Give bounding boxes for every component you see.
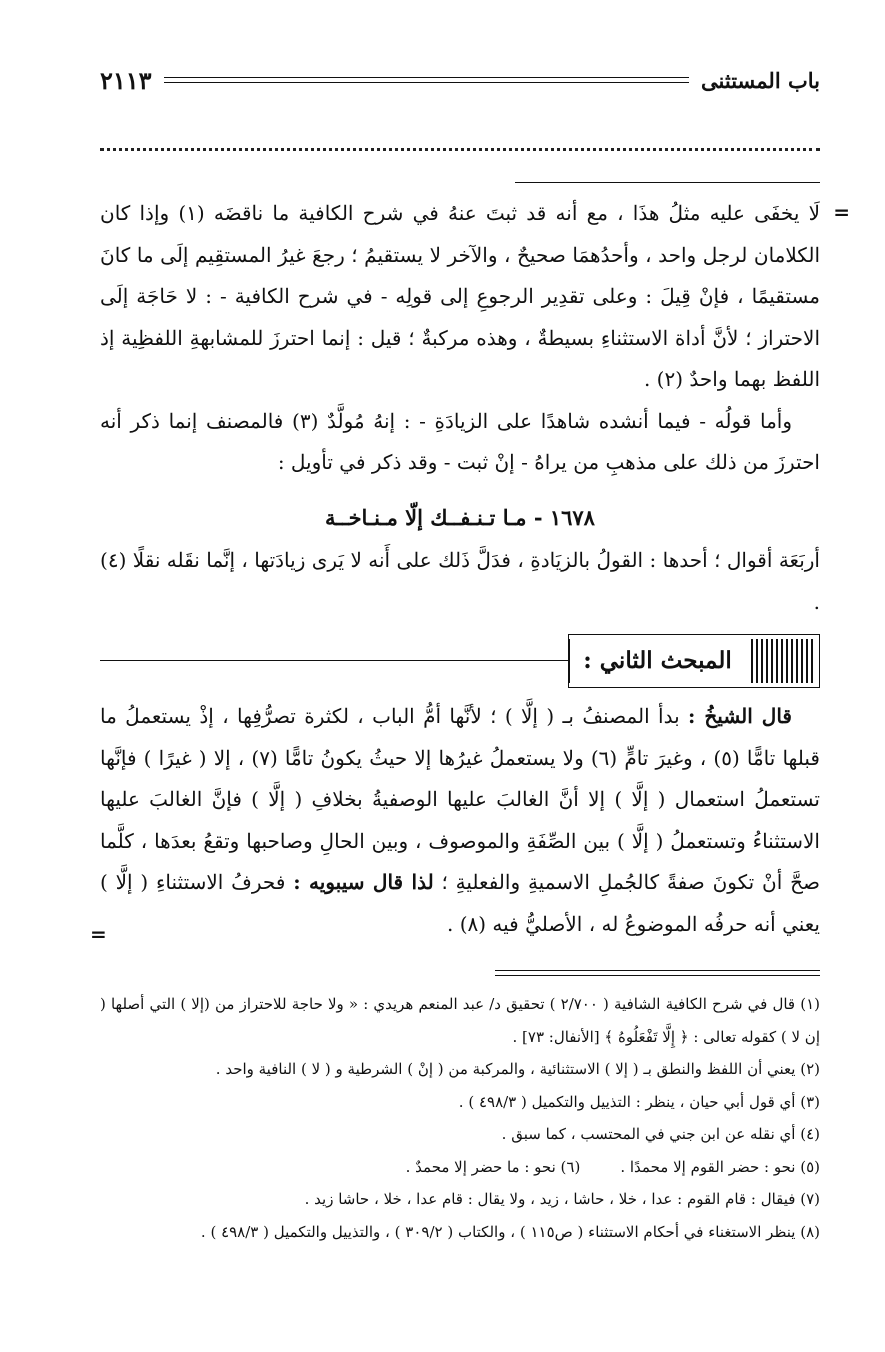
footnote-rule	[495, 970, 820, 976]
page-header	[100, 60, 820, 100]
verse-line: ١٦٧٨ - مـا تـنـفــك إلّا مـنـاخــة	[325, 505, 595, 530]
section-lead: قال الشيخُ :	[688, 704, 792, 728]
section-paragraph	[100, 696, 820, 945]
footnote-4: (٤) أي نقله عن ابن جني في المحتسب ، كما سبق .	[501, 1125, 820, 1143]
footnote-3: (٣) أي قول أبي حيان ، ينظر : التذييل والتكميل ( ٤٩٨/٣ ) .	[458, 1092, 820, 1111]
paragraph-3: أربَعَة أقوال ؛ أحدها : القولُ بالزيَادةِ ، فدَلَّ ذَلك على أَنه لا يَرى زيادَتها ، إنَّما نقَله نقلًا (٤) .	[100, 548, 820, 614]
footnote-6: (٦) نحو : ما حضر إلا محمدٌ .	[405, 1157, 581, 1176]
section-text	[100, 696, 820, 945]
section-rule	[100, 660, 570, 661]
footnote-1: (١) قال في شرح الكافية الشافية ( ٢/٧٠٠ ) تحقيق د/ عبد المنعم هريدي : « ولا حاجة للاحتراز من (إلا ) التي أصلها ( إن لا ) كقوله تعالى : ﴿ إِلَّا تَفْعَلُوهُ ﴾ [الأنفال: ٧٣] .	[100, 995, 820, 1046]
footnote-7: (٧) فيقال : قام القوم : عدا ، خلا ، حاشا ، زيد ، ولا يقال : قام عدا ، خلا ، حاشا زيد .	[304, 1190, 820, 1208]
footnotes	[100, 988, 820, 1248]
section-tail: فحرفُ الاستثناءِ ( إلَّا ) يعني أنه حرفُه الموضوعُ له ، الأصليُّ فيه (٨) .	[100, 870, 820, 936]
page-number: ٢١١٣	[100, 65, 152, 95]
trailing-mark: =	[90, 922, 107, 946]
top-short-rule	[515, 182, 820, 183]
sibawayh-quote-lead: لذا قال سيبويه :	[293, 870, 434, 894]
chapter-title: باب المستثنى	[701, 67, 820, 93]
main-text-middle	[100, 540, 820, 623]
heading-ornament	[751, 639, 813, 683]
footnote-8: (٨) ينظر الاستغناء في أحكام الاستثناء ( ص١١٥ ) ، والكتاب ( ٣٠٩/٢ ) ، والتذييل والتكميل ( ٤٩٨/٣ ) .	[200, 1222, 820, 1241]
continuation-mark: =	[833, 200, 850, 224]
header-rule	[164, 77, 689, 83]
footnote-pair	[100, 1151, 820, 1184]
section-heading-box	[568, 634, 820, 688]
footnote-5: (٥) نحو : حضر القوم إلا محمدًا .	[620, 1157, 820, 1176]
book-page	[90, 60, 850, 1320]
section-heading: المبحث الثاني :	[569, 639, 745, 683]
dotted-divider	[100, 138, 820, 151]
section-body: بدأ المصنفُ بـ ( إلَّا ) ؛ لأنَّها أمُّ الباب ، لكثرة تصرُّفِها ، إذْ يستعملُ ما قبلها تامًّا (٥) ، وغيرَ تامٍّ (٦) ولا يستعملُ غيرُها إلا حيثُ يكونُ تامًّا (٧) ، إلا ( غيرًا ) فإنَّها تستعملُ استعمال ( إلَّا ) إلا أنَّ الغالبَ عليها الوصفيةُ بخلافِ ( إلَّا ) فإنَّ الغالبَ عليها الاستثناءُ وتستعملُ ( إلَّا ) بين الصِّفَةِ والموصوف ، وبين الحالِ وصاحبها وتقعُ بعدَها ، كلَّما صحَّ أنْ تكونَ صفةً كالجُملِ الاسميةِ والفعليةِ ؛	[100, 704, 820, 894]
main-text-top	[100, 193, 820, 484]
paragraph-2: وأما قولُه - فيما أنشده شاهدًا على الزيادَةِ - : إنهُ مُولَّدٌ (٣) فالمصنف إنما ذكر أنه احترزَ من ذلك على مذهبِ من يراهُ - إنْ ثبت - وقد ذكر في تأويل :	[100, 408, 820, 474]
paragraph-1: لَا يخفَى عليه مثلُ هذَا ، مع أنه قد ثبتَ عنهُ في شرح الكافية ما ناقضَه (١) وإذا كان الكلامان لرجل واحد ، وأحدُهمَا صحيحٌ ، والآخر لا يستقيمُ ؛ رجعَ غيرُ المستقِيم إلَى ما كانَ مستقيمًا ، فإنْ قِيلَ : وعلى تقدِير الرجوعِ إلى قولِه - في شرح الكافية - : لا حَاجَة إلَى الاحتراز ؛ لأنَّ أداة الاستثناءِ بسيطةٌ ، وهذه مركبةٌ ؛ قيل : إنما احترزَ للمشابهةِ اللفظِية إذ اللفظ بهما واحدٌ (٢) .	[100, 201, 820, 391]
footnote-2: (٢) يعني أن اللفظ والنطق بـ ( إلا ) الاستثنائية ، والمركبة من ( إنْ ) الشرطية و ( لا ) النافية واحد .	[215, 1060, 820, 1078]
